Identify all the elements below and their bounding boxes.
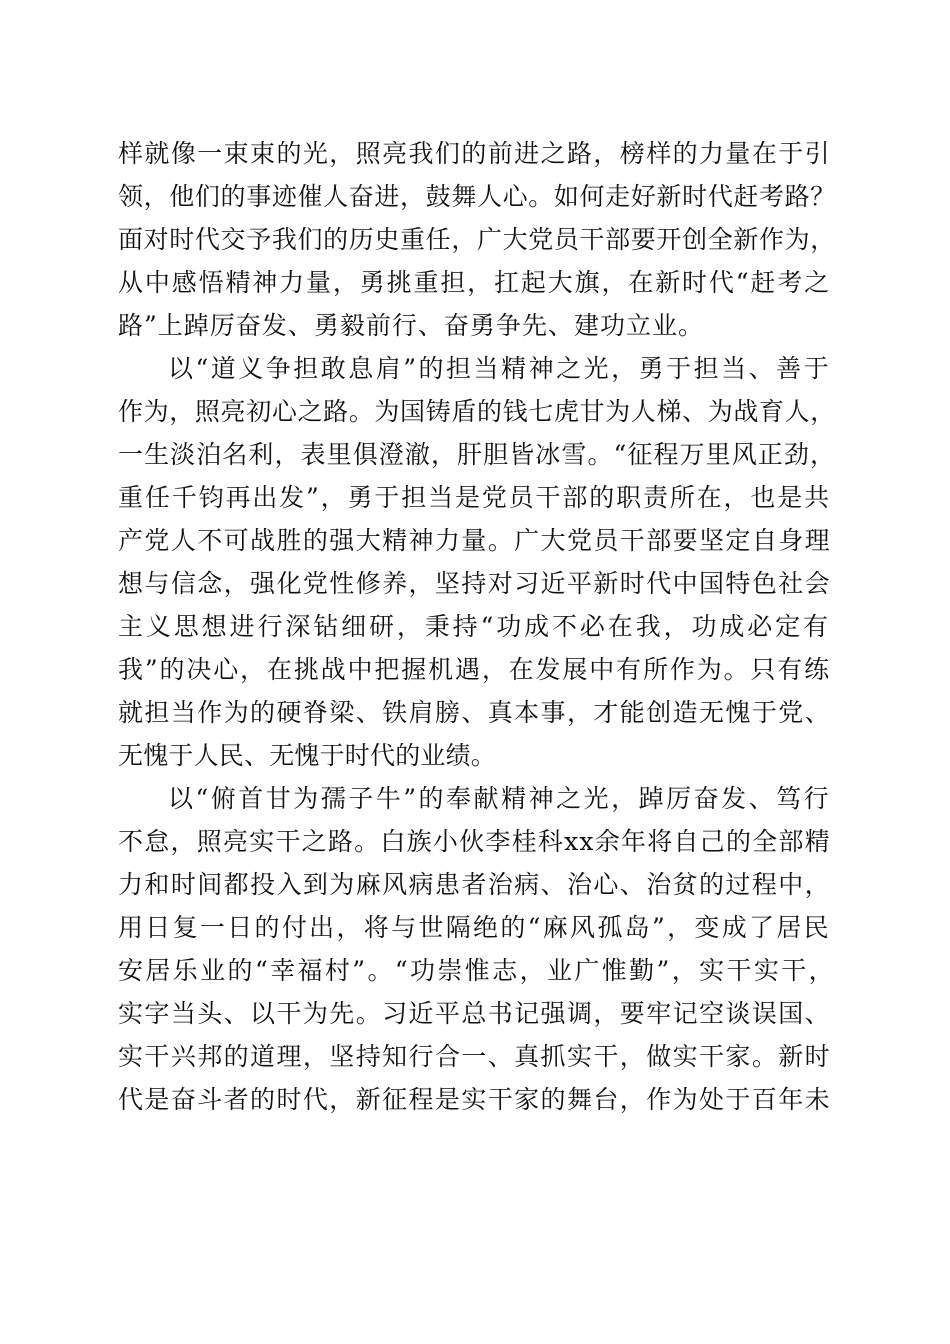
text-line [0, 864, 950, 906]
text-line-content: 力和时间都投入到为麻风病患者治病、治心、治贫的过程中， [118, 870, 832, 899]
text-line-content: 一生淡泊名利，表里俱澄澈，肝胆皆冰雪。“征程万里风正劲， [118, 440, 837, 469]
text-line [0, 692, 950, 734]
text-line-content: 重任千钧再出发”，勇于担当是党员干部的职责所在，也是共 [118, 483, 832, 512]
text-line-content: 实干兴邦的道理，坚持知行合一、真抓实干，做实干家。新时 [118, 1042, 832, 1071]
text-line-content: 面对时代交予我们的历史重任，广大党员干部要开创全新作为， [118, 225, 836, 254]
text-line [0, 133, 950, 175]
text-line [0, 434, 950, 476]
text-line [0, 391, 950, 433]
text-line-content: 不怠，照亮实干之路。白族小伙李桂科xx余年将自己的全部精 [118, 827, 831, 856]
text-line-content: 领，他们的事迹催人奋进，鼓舞人心。如何走好新时代赶考路？ [118, 182, 836, 211]
text-line-content: 以“道义争担敢息肩”的担当精神之光，勇于担当、善于 [168, 354, 832, 383]
text-line [0, 520, 950, 562]
text-line-content: 安居乐业的“幸福村”。“功崇惟志，业广惟勤”，实干实干， [118, 956, 837, 985]
text-line-content: 以“俯首甘为孺子牛”的奉献精神之光，踔厉奋发、笃行 [168, 784, 832, 813]
text-line [0, 735, 950, 777]
text-line [0, 176, 950, 218]
text-line-content: 实字当头、以干为先。习近平总书记强调，要牢记空谈误国、 [118, 999, 832, 1028]
text-line-content: 样就像一束束的光，照亮我们的前进之路，榜样的力量在于引 [118, 139, 832, 168]
text-line-content: 作为，照亮初心之路。为国铸盾的钱七虎甘为人梯、为战育人， [118, 397, 836, 426]
text-line-content: 产党人不可战胜的强大精神力量。广大党员干部要坚定自身理 [118, 526, 832, 555]
text-line [0, 563, 950, 605]
text-line [0, 907, 950, 949]
text-line-content: 路”上踔厉奋发、勇毅前行、奋勇争先、建功立业。 [118, 311, 705, 340]
text-line [0, 219, 950, 261]
text-line-content: 就担当作为的硬脊梁、铁肩膀、真本事，才能创造无愧于党、 [118, 698, 832, 727]
text-line [0, 950, 950, 992]
text-line [0, 1079, 950, 1121]
text-line-content: 代是奋斗者的时代，新征程是实干家的舞台，作为处于百年未 [118, 1085, 832, 1114]
text-line-content: 主义思想进行深钻细研，秉持“功成不必在我，功成必定有 [118, 612, 831, 641]
text-line-content: 我”的决心，在挑战中把握机遇，在发展中有所作为。只有练 [118, 655, 832, 684]
text-line [0, 606, 950, 648]
text-line [0, 649, 950, 691]
text-line [0, 348, 950, 390]
text-line [0, 821, 950, 863]
text-line-content: 从中感悟精神力量，勇挑重担，扛起大旗，在新时代“赶考之 [118, 268, 832, 297]
text-line-content: 想与信念，强化党性修养，坚持对习近平新时代中国特色社会 [118, 569, 832, 598]
text-line [0, 477, 950, 519]
text-line [0, 1036, 950, 1078]
text-line [0, 305, 950, 347]
text-line [0, 262, 950, 304]
text-line-content: 用日复一日的付出，将与世隔绝的“麻风孤岛”，变成了居民 [118, 913, 831, 942]
text-line [0, 778, 950, 820]
text-line [0, 993, 950, 1035]
text-line-content: 无愧于人民、无愧于时代的业绩。 [118, 741, 497, 770]
